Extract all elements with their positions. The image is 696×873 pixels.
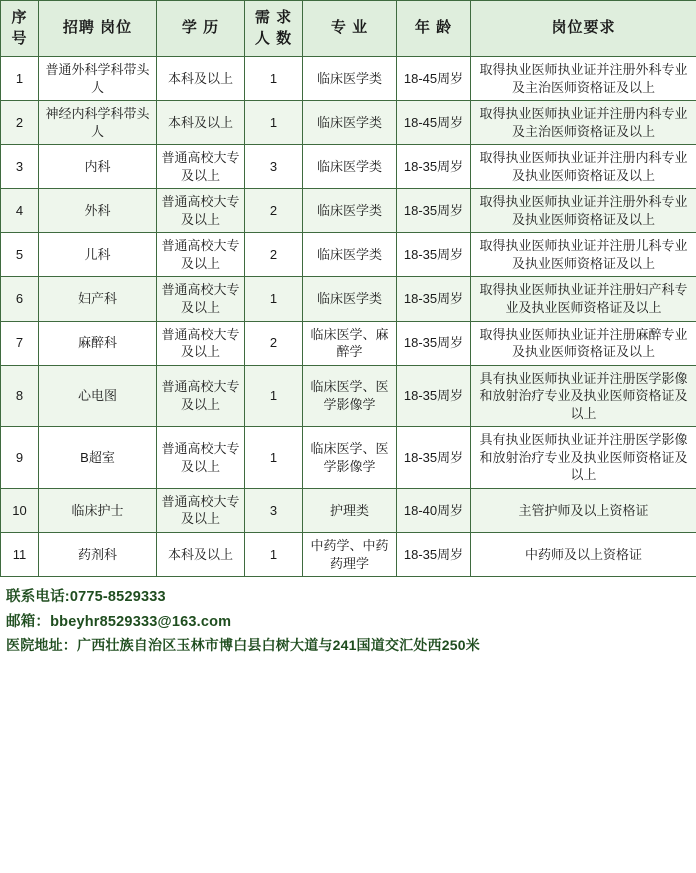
cell-education: 普通高校大专及以上 — [157, 488, 245, 532]
cell-education: 普通高校大专及以上 — [157, 145, 245, 189]
cell-requirements: 取得执业医师执业证并注册儿科专业及执业医师资格证及以上 — [471, 233, 696, 277]
cell-post: 妇产科 — [39, 277, 157, 321]
table-row — [1, 57, 696, 101]
cell-requirements: 具有执业医师执业证并注册医学影像和放射治疗专业及执业医师资格证及以上 — [471, 427, 696, 489]
cell-post: 麻醉科 — [39, 321, 157, 365]
column-header-major: 专 业 — [303, 1, 397, 57]
cell-major: 中药学、中药药理学 — [303, 533, 397, 577]
column-header-no: 序 号 — [1, 1, 39, 57]
cell-major: 临床医学、医学影像学 — [303, 427, 397, 489]
cell-no: 5 — [1, 233, 39, 277]
cell-education: 普通高校大专及以上 — [157, 321, 245, 365]
cell-major: 护理类 — [303, 488, 397, 532]
cell-education: 普通高校大专及以上 — [157, 365, 245, 427]
cell-age: 18-35周岁 — [397, 277, 471, 321]
contact-email: 邮箱：bbeyhr8529333@163.com — [6, 613, 232, 630]
contact-phone: 联系电话:0775-8529333 — [6, 589, 166, 606]
cell-education: 本科及以上 — [157, 101, 245, 145]
cell-headcount: 1 — [245, 533, 303, 577]
cell-post: 临床护士 — [39, 488, 157, 532]
cell-post: 儿科 — [39, 233, 157, 277]
table-row — [1, 365, 696, 427]
cell-no: 7 — [1, 321, 39, 365]
cell-no: 2 — [1, 101, 39, 145]
cell-post: B超室 — [39, 427, 157, 489]
table-head — [1, 1, 696, 57]
contact-address: 医院地址：广西壮族自治区玉林市博白县白树大道与241国道交汇处西250米 — [6, 637, 480, 654]
cell-age: 18-35周岁 — [397, 321, 471, 365]
cell-age: 18-35周岁 — [397, 365, 471, 427]
cell-requirements: 取得执业医师执业证并注册内科专业及执业医师资格证及以上 — [471, 145, 696, 189]
cell-requirements: 主管护师及以上资格证 — [471, 488, 696, 532]
cell-headcount: 2 — [245, 321, 303, 365]
cell-education: 普通高校大专及以上 — [157, 427, 245, 489]
cell-major: 临床医学类 — [303, 233, 397, 277]
cell-education: 本科及以上 — [157, 57, 245, 101]
cell-education: 本科及以上 — [157, 533, 245, 577]
cell-major: 临床医学类 — [303, 189, 397, 233]
cell-requirements: 具有执业医师执业证并注册医学影像和放射治疗专业及执业医师资格证及以上 — [471, 365, 696, 427]
table-row — [1, 101, 696, 145]
cell-age: 18-35周岁 — [397, 533, 471, 577]
cell-no: 10 — [1, 488, 39, 532]
cell-no: 4 — [1, 189, 39, 233]
cell-age: 18-35周岁 — [397, 145, 471, 189]
cell-no: 3 — [1, 145, 39, 189]
cell-requirements: 取得执业医师执业证并注册内科专业及主治医师资格证及以上 — [471, 101, 696, 145]
table-row — [1, 189, 696, 233]
column-header-education: 学 历 — [157, 1, 245, 57]
cell-no: 11 — [1, 533, 39, 577]
cell-no: 6 — [1, 277, 39, 321]
cell-post: 普通外科学科带头人 — [39, 57, 157, 101]
cell-headcount: 1 — [245, 277, 303, 321]
cell-no: 9 — [1, 427, 39, 489]
cell-post: 药剂科 — [39, 533, 157, 577]
cell-post: 心电图 — [39, 365, 157, 427]
cell-major: 临床医学类 — [303, 57, 397, 101]
cell-major: 临床医学类 — [303, 277, 397, 321]
cell-headcount: 3 — [245, 145, 303, 189]
cell-headcount: 1 — [245, 57, 303, 101]
cell-headcount: 1 — [245, 365, 303, 427]
cell-post: 外科 — [39, 189, 157, 233]
cell-major: 临床医学、麻醉学 — [303, 321, 397, 365]
table-row — [1, 533, 696, 577]
cell-major: 临床医学、医学影像学 — [303, 365, 397, 427]
cell-requirements: 取得执业医师执业证并注册妇产科专业及执业医师资格证及以上 — [471, 277, 696, 321]
cell-major: 临床医学类 — [303, 101, 397, 145]
cell-age: 18-35周岁 — [397, 189, 471, 233]
cell-headcount: 1 — [245, 101, 303, 145]
cell-age: 18-35周岁 — [397, 233, 471, 277]
cell-requirements: 取得执业医师执业证并注册外科专业及主治医师资格证及以上 — [471, 57, 696, 101]
cell-education: 普通高校大专及以上 — [157, 233, 245, 277]
cell-requirements: 取得执业医师执业证并注册外科专业及执业医师资格证及以上 — [471, 189, 696, 233]
column-header-requirements: 岗位要求 — [471, 1, 696, 57]
table-row — [1, 277, 696, 321]
column-header-age: 年 龄 — [397, 1, 471, 57]
table-row — [1, 488, 696, 532]
cell-education: 普通高校大专及以上 — [157, 189, 245, 233]
table-body — [1, 57, 696, 577]
table-row — [1, 321, 696, 365]
cell-headcount: 2 — [245, 233, 303, 277]
contact-footer — [0, 577, 696, 662]
cell-post: 内科 — [39, 145, 157, 189]
cell-major: 临床医学类 — [303, 145, 397, 189]
table-header-row — [1, 1, 696, 57]
table-row — [1, 427, 696, 489]
cell-age: 18-45周岁 — [397, 101, 471, 145]
table-row — [1, 233, 696, 277]
cell-no: 8 — [1, 365, 39, 427]
cell-headcount: 2 — [245, 189, 303, 233]
cell-age: 18-45周岁 — [397, 57, 471, 101]
column-header-headcount: 需 求 人 数 — [245, 1, 303, 57]
cell-headcount: 1 — [245, 427, 303, 489]
column-header-post: 招聘 岗位 — [39, 1, 157, 57]
cell-age: 18-40周岁 — [397, 488, 471, 532]
cell-requirements: 中药师及以上资格证 — [471, 533, 696, 577]
cell-age: 18-35周岁 — [397, 427, 471, 489]
cell-requirements: 取得执业医师执业证并注册麻醉专业及执业医师资格证及以上 — [471, 321, 696, 365]
cell-education: 普通高校大专及以上 — [157, 277, 245, 321]
cell-headcount: 3 — [245, 488, 303, 532]
cell-post: 神经内科学科带头人 — [39, 101, 157, 145]
cell-no: 1 — [1, 57, 39, 101]
table-row — [1, 145, 696, 189]
